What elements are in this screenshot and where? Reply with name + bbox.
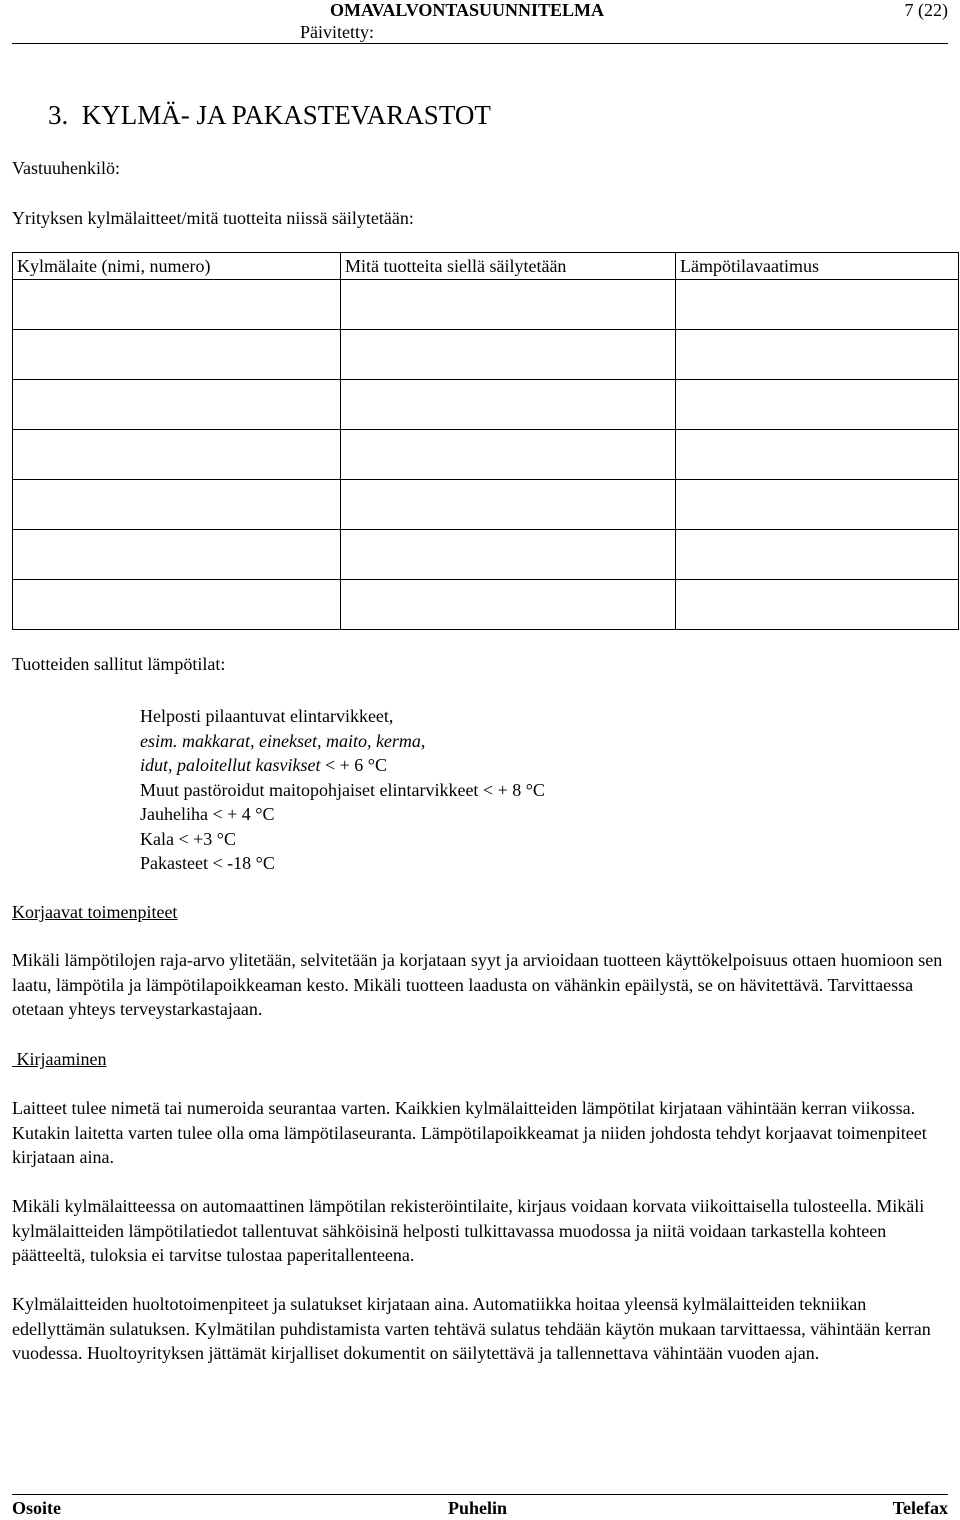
table-header-row — [13, 253, 959, 280]
column-header-device: Kylmälaite (nimi, numero) — [13, 253, 341, 280]
temperature-item-perishable: Helposti pilaantuvat elintarvikkeet, — [140, 706, 394, 726]
temperature-item-frozen: Pakasteet < -18 °C — [140, 853, 275, 873]
table-cell[interactable] — [13, 330, 341, 380]
column-header-temperature: Lämpötilavaatimus — [676, 253, 959, 280]
recording-paragraph-1: Laitteet tulee nimetä tai numeroida seurantaa varten. Kaikkien kylmälaitteiden lämpötilat kirjataan vähintään kerran viikossa. Kutakin laitetta varten tulee olla oma lämpötilaseuranta. Lämpötilapoikkeamat ja niiden johdosta tehdyt korjaavat toimenpiteet kirjataan aina. — [12, 1098, 927, 1167]
temperatures-heading: Tuotteiden sallitut lämpötilat: — [12, 654, 226, 674]
table-cell[interactable] — [341, 330, 676, 380]
table-row — [13, 430, 959, 480]
table-cell[interactable] — [341, 530, 676, 580]
temperature-item-examples: esim. makkarat, einekset, maito, kerma, — [140, 730, 426, 751]
table-row — [13, 480, 959, 530]
table-cell[interactable] — [13, 530, 341, 580]
table-cell[interactable] — [676, 580, 959, 630]
table-cell[interactable] — [676, 530, 959, 580]
table-cell[interactable] — [13, 380, 341, 430]
temperature-list — [140, 704, 545, 876]
responsible-label: Vastuuhenkilö: — [12, 158, 120, 178]
temperature-item-mince: Jauheliha < + 4 °C — [140, 804, 275, 824]
document-title: OMAVALVONTASUUNNITELMA — [330, 0, 605, 20]
table-cell[interactable] — [341, 430, 676, 480]
section-title-text: KYLMÄ- JA PAKASTEVARASTOT — [81, 100, 491, 130]
equipment-question: Yrityksen kylmälaitteet/mitä tuotteita niissä säilytetään: — [12, 208, 414, 228]
table-row — [13, 580, 959, 630]
temperature-value-perishable: < + 6 °C — [320, 755, 387, 775]
temperature-item-fish: Kala < +3 °C — [140, 828, 236, 849]
section-number: 3. — [48, 100, 69, 130]
corrective-text: Mikäli lämpötilojen raja-arvo ylitetään, selvitetään ja korjataan syyt ja arvioidaan tuotteen käyttökelpoisuus ottaen huomioon sen laatu, lämpötila ja lämpötilapoikkeaman kesto. Mikäli tuotteen laadusta on vähänkin epäilystä, se on hävitettävä. Tarvittaessa otetaan yhteys terveystarkastajaan. — [12, 950, 943, 1019]
table-cell[interactable] — [676, 330, 959, 380]
table-row — [13, 380, 959, 430]
recording-heading: Kirjaaminen — [12, 1049, 107, 1069]
table-cell[interactable] — [676, 380, 959, 430]
table-cell[interactable] — [341, 480, 676, 530]
table-cell[interactable] — [13, 580, 341, 630]
table-row — [13, 330, 959, 380]
table-cell[interactable] — [13, 430, 341, 480]
equipment-table — [12, 252, 959, 630]
footer-phone: Puhelin — [448, 1498, 508, 1518]
updated-label: Päivitetty: — [300, 22, 374, 42]
header-divider — [12, 43, 948, 44]
table-cell[interactable] — [341, 580, 676, 630]
temperature-examples-text: idut, paloitellut kasvikset — [140, 755, 321, 775]
recording-paragraph-2: Mikäli kylmälaitteessa on automaattinen lämpötilan rekisteröintilaite, kirjaus voidaan korvata viikoittaisella tulosteella. Mikäli kylmälaitteiden lämpötilatiedot tallentuvat sähköisinä helposti tulkittavassa muodossa ja niitä voidaan tarkastella kohteen päätteeltä, tuloksia ei tarvitse tulostaa paperitallenteena. — [12, 1196, 925, 1265]
table-cell[interactable] — [676, 480, 959, 530]
table-row — [13, 280, 959, 330]
table-row — [13, 530, 959, 580]
page-number: 7 (22) — [904, 0, 948, 20]
section-title — [48, 100, 491, 130]
table-cell[interactable] — [13, 280, 341, 330]
table-cell[interactable] — [676, 280, 959, 330]
footer-address: Osoite — [12, 1498, 61, 1518]
recording-paragraph-3: Kylmälaitteiden huoltotoimenpiteet ja sulatukset kirjataan aina. Automatiikka hoitaa yleensä kylmälaitteiden tekniikan edellyttämän sulatuksen. Kylmätilan puhdistamista varten tehtävä sulatus tehdään käytön mukaan tarvittaessa, vähintään kerran vuodessa. Huoltoyrityksen jättämät kirjalliset dokumentit on säilytettävä ja tallennettava vähintään vuoden ajan. — [12, 1294, 931, 1363]
temperature-item-examples-cont — [140, 753, 545, 778]
table-cell[interactable] — [13, 480, 341, 530]
footer-fax: Telefax — [892, 1498, 948, 1518]
corrective-heading: Korjaavat toimenpiteet — [12, 902, 178, 922]
footer-divider — [12, 1494, 948, 1495]
temperature-item-dairy: Muut pastöroidut maitopohjaiset elintarvikkeet < + 8 °C — [140, 779, 545, 800]
table-cell[interactable] — [341, 380, 676, 430]
column-header-products: Mitä tuotteita siellä säilytetään — [341, 253, 676, 280]
table-cell[interactable] — [341, 280, 676, 330]
table-cell[interactable] — [676, 430, 959, 480]
